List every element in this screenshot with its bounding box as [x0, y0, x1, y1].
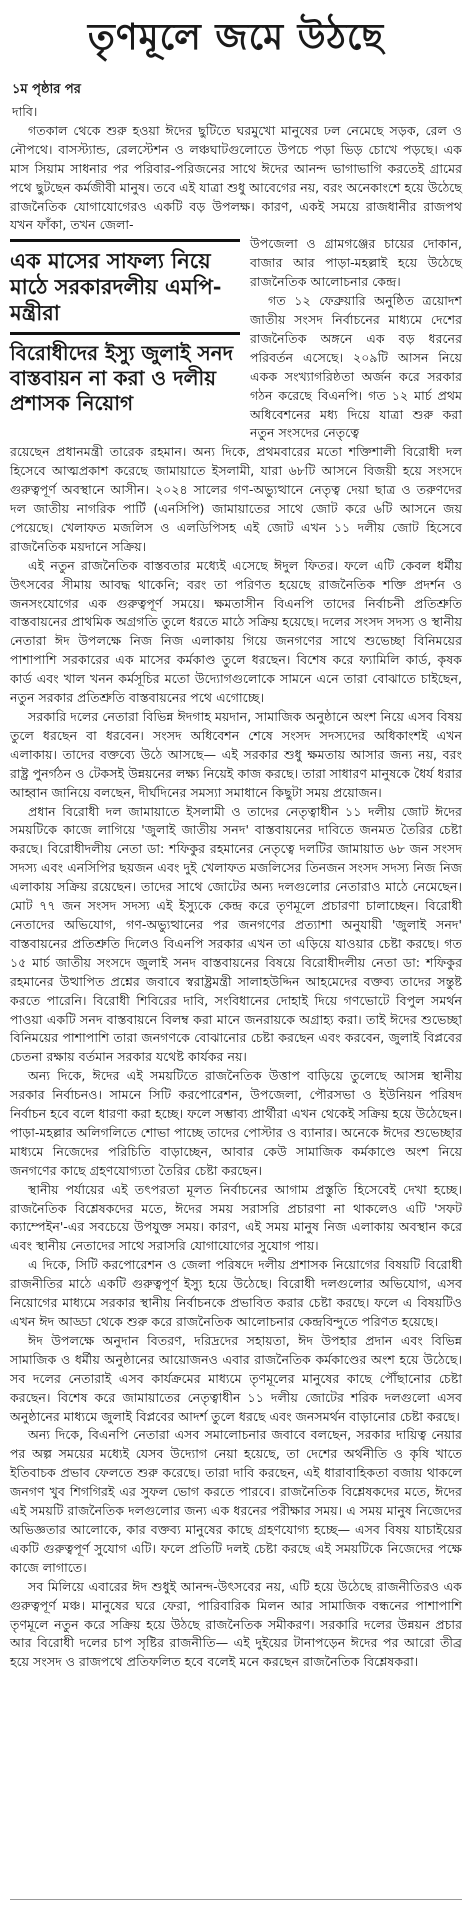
body-paragraph: ঈদ উপলক্ষে অনুদান বিতরণ, দরিদ্রদের সহায়তা, ঈদ উপহার প্রদান এবং বিভিন্ন সামাজিক ও ধর্মীয় অনুষ্ঠানের আয়োজনও এবার রাজনৈতিক কর্মকাণ্ডের অংশ হয়ে উঠেছে। সব দলের নেতারাই এসব কার্যক্রমের মাধ্যমে তৃণমূলের মানুষের কাছে পৌঁছানোর চেষ্টা করছেন। বিশেষ করে জামায়াতের নেতৃত্বাধীন ১১ দলীয় জোটের শরিক দলগুলো এসব অনুষ্ঠানের মাধ্যমে জুলাই বিপ্লবের আদর্শ তুলে ধরছে এবং জনসমর্থন বাড়ানোর চেষ্টা করছে।: [10, 1332, 462, 1424]
right-paragraph: গত ১২ ফেব্রুয়ারি অনুষ্ঠিত ত্রয়োদশ জাতীয় সংসদ নির্বাচনের মাধ্যমে দেশের রাজনৈতিক অঙ্গনে এক বড় ধরনের পরিবর্তন এসেছে। ২০৯টি আসন নিয়ে একক সংখ্যাগরিষ্ঠতা অর্জন করে সরকার গঠন করেছে বিএনপি। গত ১২ মার্চ প্রথম অধিবেশনের মধ্য দিয়ে যাত্রা শুরু করা নতুন সংসদের নেতৃত্বে: [250, 293, 462, 441]
body-paragraph: এ দিকে, সিটি করপোরেশন ও জেলা পরিষদে দলীয় প্রশাসক নিয়োগের বিষয়টি বিরোধী রাজনীতির মাঠে একটি গুরুত্বপূর্ণ ইস্যু হয়ে উঠেছে। বিরোধী দলগুলোর অভিযোগ, এসব নিয়োগের মাধ্যমে সরকার স্থানীয় নির্বাচনকে প্রভাবিত করার চেষ্টা করছে। ফলে এ বিষয়টিও এখন ঈদ আড্ডা থেকে শুরু করে রাজনৈতিক আলোচনার কেন্দ্রবিন্দুতে পরিণত হয়েছে।: [10, 1257, 462, 1329]
body-paragraph: সরকারি দলের নেতারা বিভিন্ন ঈদগাহ ময়দান, সামাজিক অনুষ্ঠানে অংশ নিয়ে এসব বিষয় তুলে ধরছেন বা ধরবেন। সংসদ অধিবেশন শেষে সংসদ সদস্যদের অধিকাংশই এখন এলাকায়। তাদের বক্তব্যে উঠে আসছে— এই সরকার শুধু ক্ষমতায় আসার জন্য নয়, বরং রাষ্ট্র পুনর্গঠন ও টেকসই উন্নয়নের লক্ষ্য নিয়েই কাজ করছে। তারা সাধারণ মানুষকে ধৈর্য ধরার আহ্বান জানিয়ে বলছেন, দীর্ঘদিনের সমস্যা সমাধানে কিছুটা সময় প্রয়োজন।: [10, 709, 462, 800]
subheadline-column: [10, 235, 240, 443]
body-paragraph: প্রধান বিরোধী দল জামায়াতে ইসলামী ও তাদের নেতৃত্বাধীন ১১ দলীয় জোট ঈদের সময়টিকে কাজে লাগিয়ে 'জুলাই জাতীয় সনদ' বাস্তবায়নের দাবিতে জনমত তৈরির চেষ্টা করছে। বিরোধীদলীয় নেতা ডা: শফিকুর রহমানের নেতৃত্বে দলটির জামায়াত ৬৮ জন সংসদ সদস্য এবং এনসিপির ছয়জন এবং দুই খেলাফত মজলিসের তিনজন সংসদ সদস্য নিজ নিজ এলাকায় সক্রিয় রয়েছেন। তাদের সাথে জোটের অন্য দলগুলোর নেতারাও মাঠে নেমেছেন। মোট ৭৭ জন সংসদ সদস্য এই ইস্যুকে কেন্দ্র করে তৃণমূলে প্রচারণা চালাচ্ছেন। বিরোধী নেতাদের অভিযোগ, গণ-অভ্যুত্থানের পর জনগণের প্রত্যাশা অনুযায়ী 'জুলাই সনদ' বাস্তবায়নের প্রতিশ্রুতি দিলেও বিএনপি সরকার এখন তা এড়িয়ে যাওয়ার চেষ্টা করছে। গত ১৫ মার্চ জাতীয় সংসদে জুলাই সনদ বাস্তবায়নের বিষয়ে বিরোধীদলীয় নেতা ডা: শফিকুর রহমানের উত্থাপিত প্রশ্নের জবাবে স্বরাষ্ট্রমন্ত্রী সালাহউদ্দিন আহমেদের বক্তব্য তাদের সন্তুষ্ট করতে পারেনি। বিরোধী শিবিরের দাবি, সংবিধানের দোহাই দিয়ে গণভোটে বিপুল সমর্থন পাওয়া একটি সনদ বাস্তবায়নে বিলম্ব করা মানে জনরায়কে অগ্রাহ্য করা। তাই ঈদের শুভেচ্ছা বিনিময়ের পাশাপাশি তারা জনগণকে বোঝানোর চেষ্টা করছেন এবং করবেন, জুলাই বিপ্লবের চেতনা রক্ষায় বর্তমান সরকার যথেষ্ট কার্যকর নয়।: [10, 803, 462, 1065]
continuation-label: ১ম পৃষ্ঠার পর: [12, 82, 81, 97]
body-paragraph: স্থানীয় পর্যায়ের এই তৎপরতা মূলত নির্বাচনের আগাম প্রস্তুতি হিসেবেই দেখা হচ্ছে। রাজনৈতিক বিশ্লেষকদের মতে, ঈদের সময় সরাসরি প্রচারণা না থাকলেও এটি 'সফট ক্যাম্পেইন'-এর সবচেয়ে উপযুক্ত সময়। কারণ, এই সময় মানুষ নিজ এলাকায় অবস্থান করে এবং স্থানীয় নেতাদের সাথে সরাসরি যোগাযোগের সুযোগ পায়।: [10, 1181, 462, 1254]
right-paragraph: উপজেলা ও গ্রামগঞ্জের চায়ের দোকান, বাজার আর পাড়া-মহল্লাই হয়ে উঠেছে রাজনৈতিক আলোচনার কেন্দ্র।: [250, 236, 462, 290]
body-paragraph: রয়েছেন প্রধানমন্ত্রী তারেক রহমান। অন্য দিকে, প্রথমবারের মতো শক্তিশালী বিরোধী দল হিসেবে আত্মপ্রকাশ করেছে জামায়াতে ইসলামী, যারা ৬৮টি আসনে বিজয়ী হয়ে সংসদে গুরুত্বপূর্ণ অবস্থানে আসীন। ২০২৪ সালের গণ-অভ্যুত্থানে নেতৃত্ব দেয়া ছাত্র ও তরুণদের দল জাতীয় নাগরিক পার্টি (এনসিপি) জামায়াতের সাথে জোট করে ৬টি আসনে জয় পেয়েছে। খেলাফত মজলিস ও এলডিপিসহ এই জোট এখন ১১ দলীয় জোট হিসেবে রাজনৈতিক ময়দানে সক্রিয়।: [10, 444, 462, 554]
body-paragraph: এই নতুন রাজনৈতিক বাস্তবতার মধ্যেই এসেছে ঈদুল ফিতর। ফলে এটি কেবল ধর্মীয় উৎসবের সীমায় আবদ্ধ থাকেনি; বরং তা পরিণত হয়েছে রাজনৈতিক শক্তি প্রদর্শন ও জনসংযোগের এক গুরুত্বপূর্ণ সময়ে। ক্ষমতাসীন বিএনপি তাদের নির্বাচনী প্রতিশ্রুতি বাস্তবায়নের প্রাথমিক অগ্রগতি তুলে ধরতে মাঠে সক্রিয় হয়েছে। দলের সংসদ সদস্য ও স্থানীয় নেতারা ঈদ উপলক্ষে নিজ নিজ এলাকায় গিয়ে জনগণের সাথে শুভেচ্ছা বিনিময়ের পাশাপাশি সরকারের এক মাসের কর্মকাণ্ড তুলে ধরছেন। বিশেষ করে ফ্যামিলি কার্ড, কৃষক কার্ড এবং খাল খনন কর্মসূচির মতো উদ্যোগগুলোকে সামনে এনে তারা বোঝাতে চাইছেন, নতুন সরকার প্রতিশ্রুতি বাস্তবায়নের পথে এগোচ্ছে।: [10, 557, 462, 706]
top-paragraph: গতকাল থেকে শুরু হওয়া ঈদের ছুটিতে ঘরমুখো মানুষের ঢল নেমেছে সড়ক, রেল ও নৌপথে। বাসস্ট্যান্ড, রেলস্টেশন ও লঞ্চঘাটগুলোতে উপচে পড়া ভিড় চোখে পড়ছে। এক মাস সিয়াম সাধনার পর পরিবার-পরিজনের সাথে ঈদের আনন্দ ভাগাভাগি করতেই গ্রামের পথে ছুটছেন কর্মজীবী মানুষ। তবে এই যাত্রা শুধু আবেগের নয়, বরং অনেকাংশে হয়ে উঠেছে রাজনৈতিক যোগাযোগেরও একটি বড় উপলক্ষ। কারণ, একই সময়ে রাজধানীর রাজপথ যখন ফাঁকা, তখন জেলা-: [10, 122, 462, 233]
intro-word-text: দাবি।: [12, 104, 38, 119]
right-column-text: [250, 235, 462, 443]
article-headline: তৃণমূলে জমে উঠছে: [87, 16, 385, 58]
body-paragraph: সব মিলিয়ে এবারের ঈদ শুধুই আনন্দ-উৎসবের নয়, এটি হয়ে উঠেছে রাজনীতিরও এক গুরুত্বপূর্ণ মঞ্চ। মানুষের ঘরে ফেরা, পারিবারিক মিলন আর সামাজিক বন্ধনের পাশাপাশি তৃণমূলে নতুন করে সক্রিয় হয়ে উঠছে রাজনৈতিক সমীকরণ। সরকারি দলের উন্নয়ন প্রচার আর বিরোধী দলের চাপ সৃষ্টির রাজনীতি— এই দুইয়ের টানাপড়েন ঈদের পর আরো তীব্র হয়ে সংসদ ও রাজপথে প্রতিফলিত হবে বলেই মনে করছেন রাজনৈতিক বিশ্লেষকরা।: [10, 1578, 462, 1670]
top-paragraphs: [10, 122, 462, 235]
sub-headline-2: বিরোধীদের ইস্যু জুলাই সনদ বাস্তবায়ন না করা ও দলীয় প্রশাসক নিয়োগ: [10, 332, 240, 416]
footer-divider: [10, 1899, 462, 1914]
split-section: [10, 235, 462, 443]
body-paragraph: অন্য দিকে, বিএনপি নেতারা এসব সমালোচনার জবাবে বলছেন, সরকার দায়িত্ব নেয়ার পর অল্প সময়ের মধ্যেই যেসব উদ্যোগ নেয়া হয়েছে, তা দেশের অর্থনীতি ও কৃষি খাতে ইতিবাচক প্রভাব ফেলতে শুরু করেছে। তারা দাবি করছেন, এই ধারাবাহিকতা বজায় থাকলে জনগণ খুব শিগগিরই এর সুফল ভোগ করতে পারবে। রাজনৈতিক বিশ্লেষকদের মতে, ঈদের এই সময়টি রাজনৈতিক দলগুলোর জন্য এক ধরনের পরীক্ষার সময়। এ সময় মানুষ নিজেদের অভিজ্ঞতার আলোকে, কার বক্তব্য মানুষের কাছে গ্রহণযোগ্য হচ্ছে— এসব বিষয় যাচাইয়ের একটি গুরুত্বপূর্ণ সুযোগ এটি। ফলে প্রতিটি দলই চেষ্টা করছে এই সময়টিকে নিজেদের পক্ষে কাজে লাগাতে।: [10, 1427, 462, 1575]
intro-word: [12, 103, 462, 122]
body-paragraph: অন্য দিকে, ঈদের এই সময়টিতে রাজনৈতিক উত্তাপ বাড়িয়ে তুলেছে আসন্ন স্থানীয় সরকার নির্বাচনও। সামনে সিটি করপোরেশন, উপজেলা, পৌরসভা ও ইউনিয়ন পরিষদ নির্বাচন হবে বলে ধারণা করা হচ্ছে। ফলে সম্ভাব্য প্রার্থীরা এখন থেকেই সক্রিয় হয়ে উঠেছেন। পাড়া-মহল্লার অলিগলিতে শোভা পাচ্ছে তাদের পোস্টার ও ব্যানার। অনেকে ঈদের শুভেচ্ছার মাধ্যমে নিজেদের পরিচিতি বাড়াচ্ছেন, আবার কেউ সামাজিক কর্মকাণ্ডে অংশ নিয়ে জনগণের কাছে গ্রহণযোগ্যতা তৈরির চেষ্টা করছেন।: [10, 1068, 462, 1178]
body-paragraphs: [10, 443, 462, 1672]
sub-headline-1: এক মাসের সাফল্য নিয়ে মাঠে সরকারদলীয় এমপি-মন্ত্রীরা: [10, 239, 240, 332]
